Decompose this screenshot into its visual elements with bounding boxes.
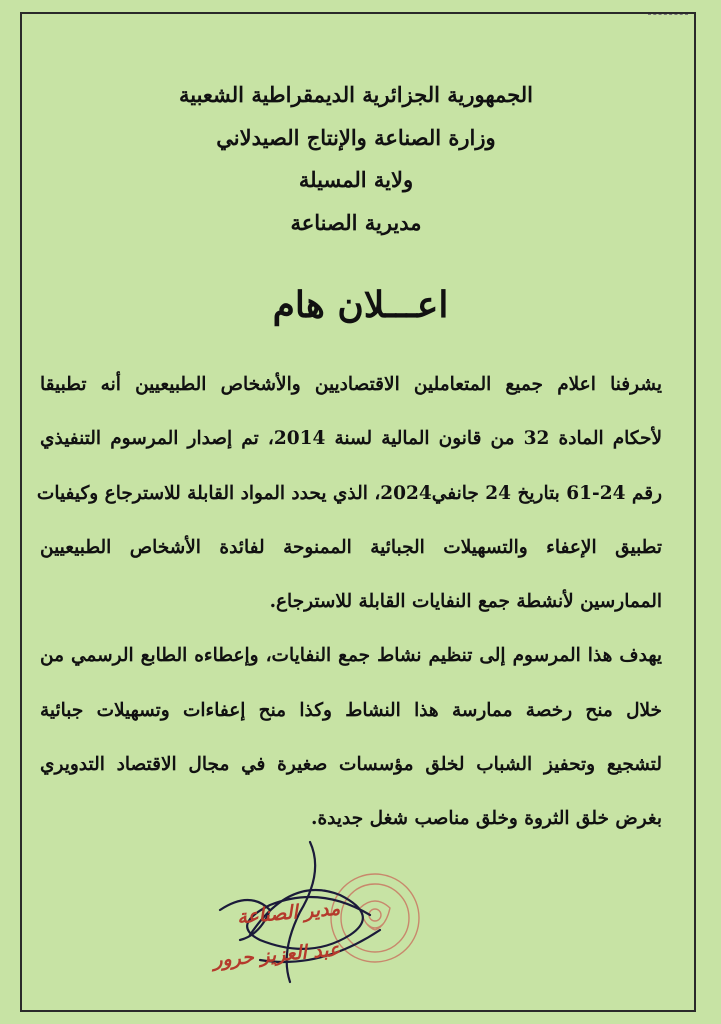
header-wilaya: ولاية المسيلة — [298, 167, 414, 192]
body-line: لأحكام المادة 32 من قانون المالية لسنة 2014، تم إصدار المرسوم التنفيذي — [40, 428, 663, 450]
signature-block — [130, 840, 460, 1000]
document-header — [176, 74, 536, 244]
body-line: يهدف هذا المرسوم إلى تنظيم نشاط جمع النفايات، وإعطاءه الطابع الرسمي من — [40, 645, 662, 667]
announcement-body — [36, 358, 663, 847]
corner-mark — [648, 14, 688, 25]
signature-name: عبد العزيز حرور — [211, 938, 341, 972]
body-line: رقم 24-61 بتاريخ 24 جانفي2024، الذي يحدد المواد القابلة للاسترجاع وكيفيات — [36, 482, 662, 504]
body-line: الممارسين لأنشطة جمع النفايات القابلة للاسترجاع. — [269, 591, 662, 613]
announcement-title: اعـــلان هام — [272, 284, 449, 326]
body-line: لتشجيع وتحفيز الشباب لخلق مؤسسات صغيرة في مجال الاقتصاد التدويري — [40, 754, 662, 776]
header-ministry: وزارة الصناعة والإنتاج الصيدلاني — [216, 124, 496, 150]
body-line: بغرض خلق الثروة وخلق مناصب شغل جديدة. — [311, 808, 662, 830]
body-line: تطبيق الإعفاء والتسهيلات الجبائية الممنوحة لفائدة الأشخاص الطبيعيين — [40, 536, 662, 558]
body-line: يشرفنا اعلام جميع المتعاملين الاقتصاديين والأشخاص الطبيعيين أنه تطبيقا — [40, 374, 662, 395]
body-line: خلال منح رخصة ممارسة هذا النشاط وكذا منح إعفاءات وتسهيلات جبائية — [40, 699, 662, 721]
signature-title: مدير الصناعة — [236, 897, 341, 929]
header-directorate: مديرية الصناعة — [290, 209, 422, 235]
header-republic: الجمهورية الجزائرية الديمقراطية الشعبية — [178, 82, 533, 107]
